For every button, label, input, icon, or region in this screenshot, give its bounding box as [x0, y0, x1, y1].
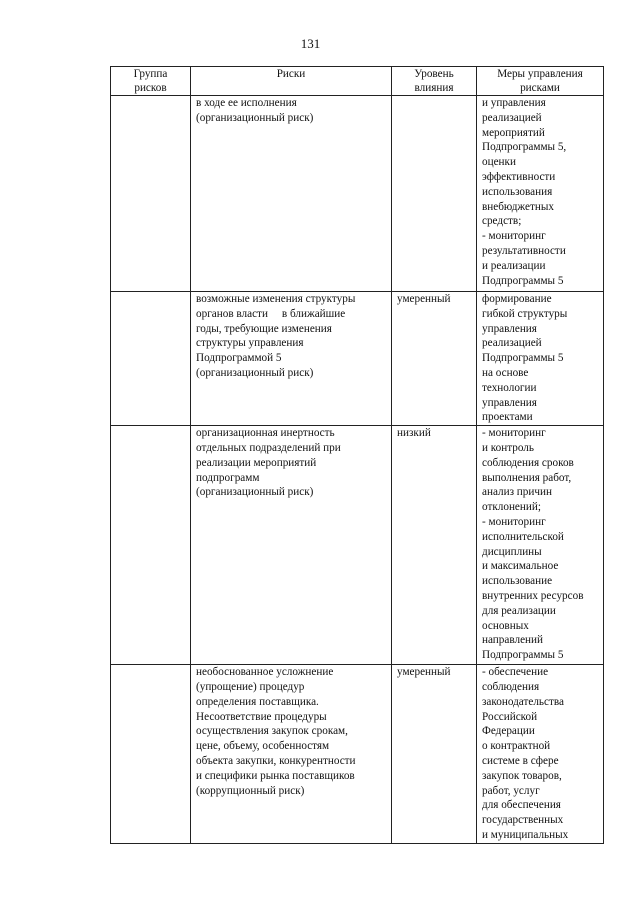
risk-description-cell: возможные изменения структуры органов власти в ближайшие годы, требующие изменения структуры управления Подпрограммой 5 (организационный риск): [191, 292, 392, 426]
table-header-row: [111, 67, 604, 96]
impact-level-cell: умеренный: [392, 292, 477, 426]
table-row: [111, 292, 604, 426]
impact-level-cell: [392, 96, 477, 292]
risk-measures-cell: - мониторинг и контроль соблюдения сроков выполнения работ, анализ причин отклонений; - мониторинг исполнительской дисциплины и максимальное использование внутренних ресурсов для реализации основных направлений Подпрограммы 5: [477, 426, 604, 665]
risk-group-cell: [111, 665, 191, 844]
header-risks: Риски: [191, 67, 392, 96]
risk-group-cell: [111, 292, 191, 426]
risk-description-cell: в ходе ее исполнения (организационный риск): [191, 96, 392, 292]
risk-management-table: [110, 66, 604, 844]
header-risk-group: Группа рисков: [111, 67, 191, 96]
page-number: 131: [300, 36, 321, 51]
risk-description-cell: организационная инертность отдельных подразделений при реализации мероприятий подпрограмм (организационный риск): [191, 426, 392, 665]
table-row: [111, 426, 604, 665]
header-risk-measures: Меры управления рисками: [477, 67, 604, 96]
impact-level-cell: умеренный: [392, 665, 477, 844]
table-row: [111, 665, 604, 844]
risk-measures-cell: формирование гибкой структуры управления реализацией Подпрограммы 5 на основе технологии управления проектами: [477, 292, 604, 426]
risk-measures-cell: и управления реализацией мероприятий Подпрограммы 5, оценки эффективности использования внебюджетных средств; - мониторинг результативности и реализации Подпрограммы 5: [477, 96, 604, 292]
risk-description-cell: необоснованное усложнение (упрощение) процедур определения поставщика. Несоответствие процедуры осуществления закупок срокам, цене, объему, особенностям объекта закупки, конкурентности и специфики рынка поставщиков (коррупционный риск): [191, 665, 392, 844]
risk-group-cell: [111, 426, 191, 665]
risk-measures-cell: - обеспечение соблюдения законодательства Российской Федерации о контрактной системе в сфере закупок товаров, работ, услуг для обеспечения государственных и муниципальных: [477, 665, 604, 844]
impact-level-cell: низкий: [392, 426, 477, 665]
header-impact-level: Уровень влияния: [392, 67, 477, 96]
risk-group-cell: [111, 96, 191, 292]
table-row: [111, 96, 604, 292]
